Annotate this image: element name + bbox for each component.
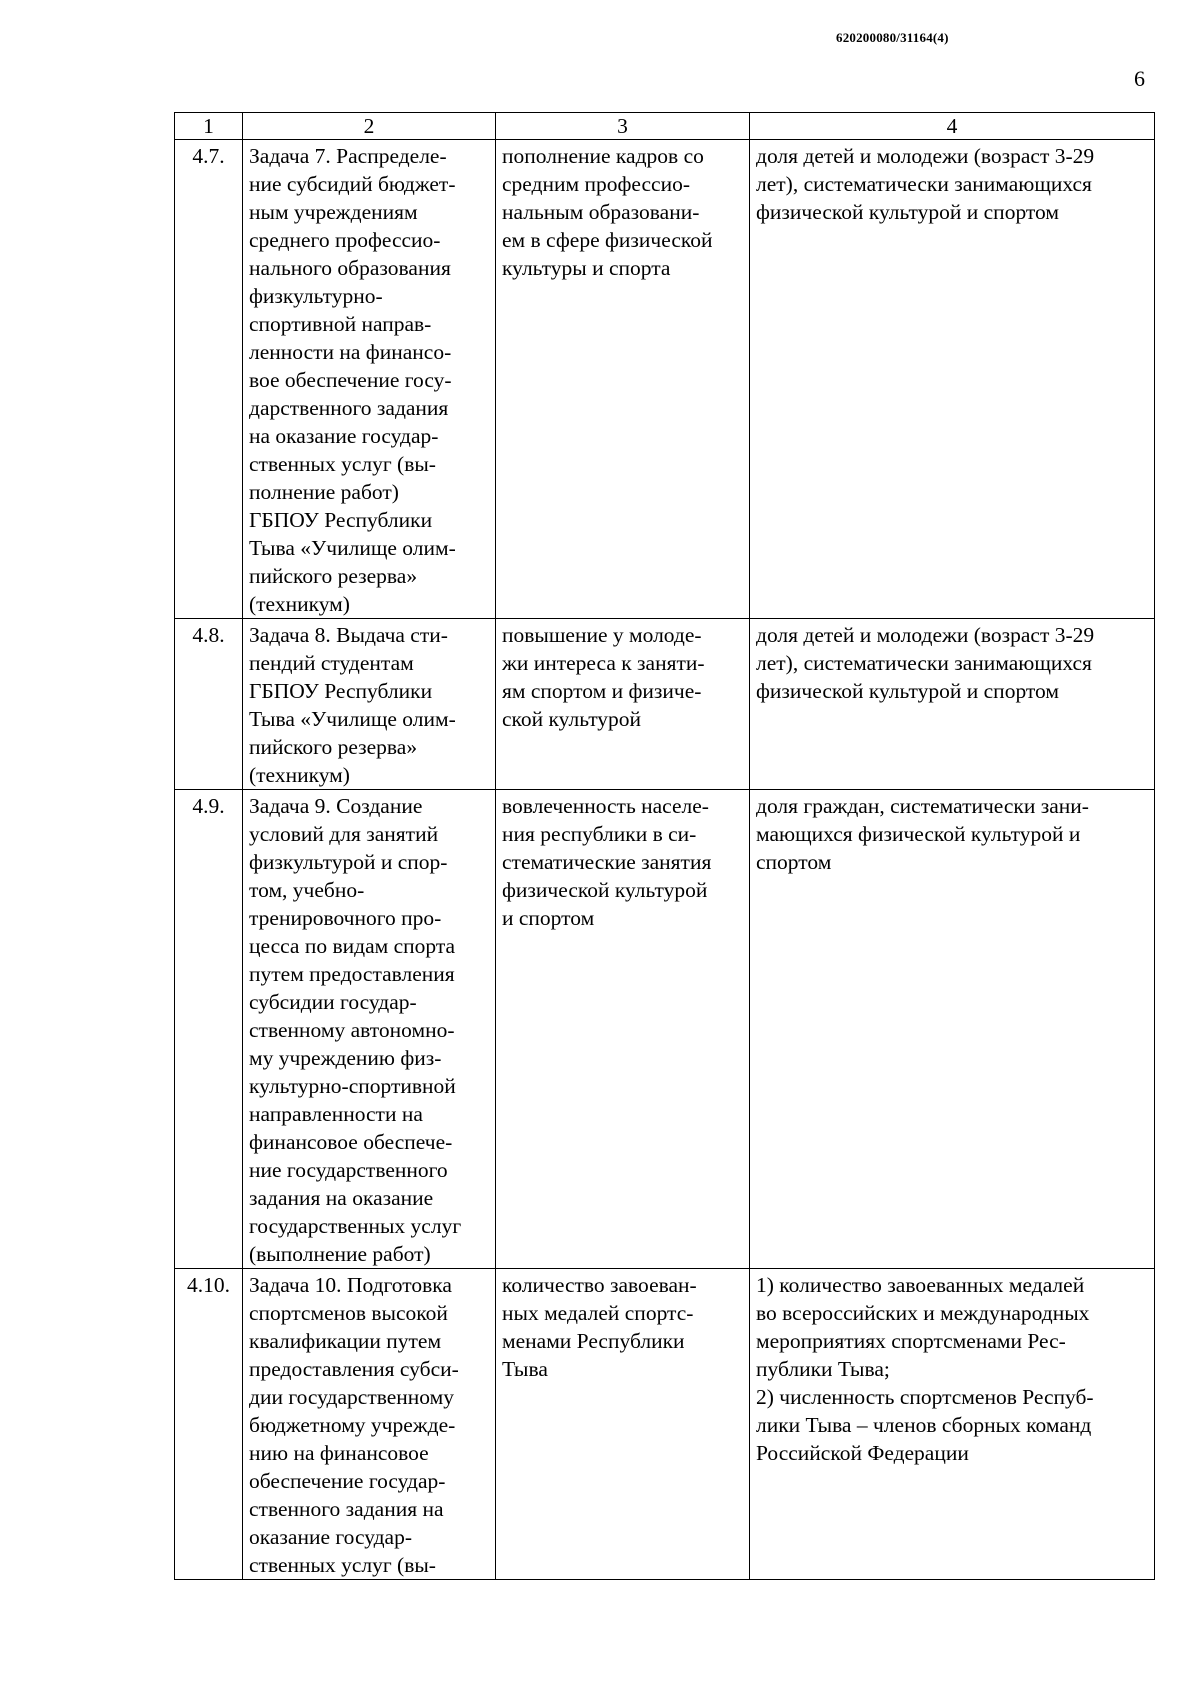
cell-line: физической культурой — [502, 878, 708, 902]
cell-line: Тыва «Училище олим- — [249, 707, 456, 731]
cell-line: ственных услуг (вы- — [249, 452, 436, 476]
cell-line: ственному автономно- — [249, 1018, 455, 1042]
document-id: 620200080/31164(4) — [836, 30, 949, 45]
table-row — [175, 790, 1155, 1269]
cell-line: задания на оказание — [249, 1186, 434, 1210]
row-number-cell: 4.10. — [175, 1269, 243, 1580]
page-number: 6 — [1134, 66, 1145, 91]
cell-line: государственных услуг — [249, 1214, 462, 1238]
column-header-1: 1 — [175, 113, 243, 140]
row-number-cell: 4.7. — [175, 140, 243, 619]
cell-line: физкультурно- — [249, 284, 383, 308]
row-number-cell: 4.9. — [175, 790, 243, 1269]
cell-line: публики Тыва; — [756, 1357, 890, 1381]
program-table — [174, 112, 1155, 1580]
cell-line: пийского резерва» — [249, 564, 418, 588]
cell-line: бюджетному учрежде- — [249, 1413, 456, 1437]
indicator-cell — [750, 140, 1155, 619]
cell-line: оказание государ- — [249, 1525, 412, 1549]
cell-line: во всероссийских и международных — [756, 1301, 1090, 1325]
cell-line: культурно-спортивной — [249, 1074, 456, 1098]
table-row — [175, 619, 1155, 790]
cell-line: нальным образовани- — [502, 200, 700, 224]
cell-line: 2) численность спортсменов Респуб- — [756, 1385, 1094, 1409]
cell-line: средним профессио- — [502, 172, 690, 196]
indicator-cell — [750, 790, 1155, 1269]
cell-line: на оказание государ- — [249, 424, 439, 448]
cell-line: культуры и спорта — [502, 256, 671, 280]
cell-line: пийского резерва» — [249, 735, 418, 759]
cell-line: количество завоеван- — [502, 1273, 697, 1297]
cell-line: лет), систематически занимающихся — [756, 651, 1092, 675]
column-header-3: 3 — [496, 113, 750, 140]
cell-line: Тыва «Училище олим- — [249, 536, 456, 560]
cell-line: пополнение кадров со — [502, 144, 704, 168]
cell-line: доля детей и молодежи (возраст 3-29 — [756, 144, 1095, 168]
cell-line: предоставления субси- — [249, 1357, 459, 1381]
cell-line: ГБПОУ Республики — [249, 679, 433, 703]
cell-line: спортсменов высокой — [249, 1301, 448, 1325]
table-header-row — [175, 113, 1155, 140]
cell-line: Тыва — [502, 1357, 548, 1381]
cell-line: доля граждан, систематически зани- — [756, 794, 1089, 818]
cell-line: и спортом — [502, 906, 595, 930]
cell-line: обеспечение государ- — [249, 1469, 446, 1493]
cell-line: физической культурой и спортом — [756, 679, 1059, 703]
cell-line: 1) количество завоеванных медалей — [756, 1273, 1085, 1297]
cell-line: квалификации путем — [249, 1329, 442, 1353]
cell-line: Российской Федерации — [756, 1441, 969, 1465]
cell-line: ным учреждениям — [249, 200, 418, 224]
cell-line: лики Тыва – членов сборных команд — [756, 1413, 1092, 1437]
table-body — [175, 140, 1155, 1580]
cell-line: ния республики в си- — [502, 822, 697, 846]
cell-line: ГБПОУ Республики — [249, 508, 433, 532]
indicator-cell — [750, 1269, 1155, 1580]
cell-line: Задача 8. Выдача сти- — [249, 623, 448, 647]
cell-line: путем предоставления — [249, 962, 455, 986]
cell-line: субсидии государ- — [249, 990, 417, 1014]
cell-line: ние субсидий бюджет- — [249, 172, 456, 196]
cell-line: условий для занятий — [249, 822, 439, 846]
cell-line: ем в сфере физической — [502, 228, 713, 252]
cell-line: спортом — [756, 850, 832, 874]
result-cell — [496, 140, 750, 619]
result-cell — [496, 619, 750, 790]
cell-line: пендий студентам — [249, 651, 414, 675]
task-cell — [243, 140, 496, 619]
task-cell — [243, 1269, 496, 1580]
column-header-2: 2 — [243, 113, 496, 140]
cell-line: тренировочного про- — [249, 906, 442, 930]
table-row — [175, 1269, 1155, 1580]
column-header-4: 4 — [750, 113, 1155, 140]
cell-line: (техникум) — [249, 592, 350, 616]
cell-line: дарственного задания — [249, 396, 449, 420]
cell-line: вое обеспечение госу- — [249, 368, 452, 392]
cell-line: спортивной направ- — [249, 312, 432, 336]
cell-line: ленности на финансо- — [249, 340, 452, 364]
cell-line: ние государственного — [249, 1158, 448, 1182]
task-cell — [243, 619, 496, 790]
cell-line: вовлеченность населе- — [502, 794, 709, 818]
cell-line: (выполнение работ) — [249, 1242, 431, 1266]
cell-line: лет), систематически занимающихся — [756, 172, 1092, 196]
cell-line: физической культурой и спортом — [756, 200, 1059, 224]
cell-line: повышение у молоде- — [502, 623, 702, 647]
cell-line: ственных услуг (вы- — [249, 1553, 436, 1577]
cell-line: мероприятиях спортсменами Рес- — [756, 1329, 1066, 1353]
cell-line: финансовое обеспече- — [249, 1130, 453, 1154]
cell-line: жи интереса к заняти- — [502, 651, 705, 675]
cell-line: ных медалей спортс- — [502, 1301, 694, 1325]
cell-line: доля детей и молодежи (возраст 3-29 — [756, 623, 1095, 647]
table-row — [175, 140, 1155, 619]
cell-line: ской культурой — [502, 707, 642, 731]
cell-line: среднего профессио- — [249, 228, 441, 252]
cell-line: том, учебно- — [249, 878, 365, 902]
cell-line: дии государственному — [249, 1385, 454, 1409]
cell-line: мающихся физической культурой и — [756, 822, 1081, 846]
cell-line: менами Республики — [502, 1329, 685, 1353]
cell-line: му учреждению физ- — [249, 1046, 442, 1070]
cell-line: направленности на — [249, 1102, 423, 1126]
cell-line: стематические занятия — [502, 850, 712, 874]
cell-line: Задача 7. Распределе- — [249, 144, 447, 168]
indicator-cell — [750, 619, 1155, 790]
cell-line: физкультурой и спор- — [249, 850, 448, 874]
cell-line: (техникум) — [249, 763, 350, 787]
cell-line: Задача 10. Подготовка — [249, 1273, 452, 1297]
cell-line: нального образования — [249, 256, 451, 280]
cell-line: Задача 9. Создание — [249, 794, 423, 818]
result-cell — [496, 1269, 750, 1580]
result-cell — [496, 790, 750, 1269]
cell-line: ям спортом и физиче- — [502, 679, 702, 703]
cell-line: нию на финансовое — [249, 1441, 429, 1465]
cell-line: цесса по видам спорта — [249, 934, 456, 958]
row-number-cell: 4.8. — [175, 619, 243, 790]
task-cell — [243, 790, 496, 1269]
cell-line: ственного задания на — [249, 1497, 444, 1521]
cell-line: полнение работ) — [249, 480, 399, 504]
